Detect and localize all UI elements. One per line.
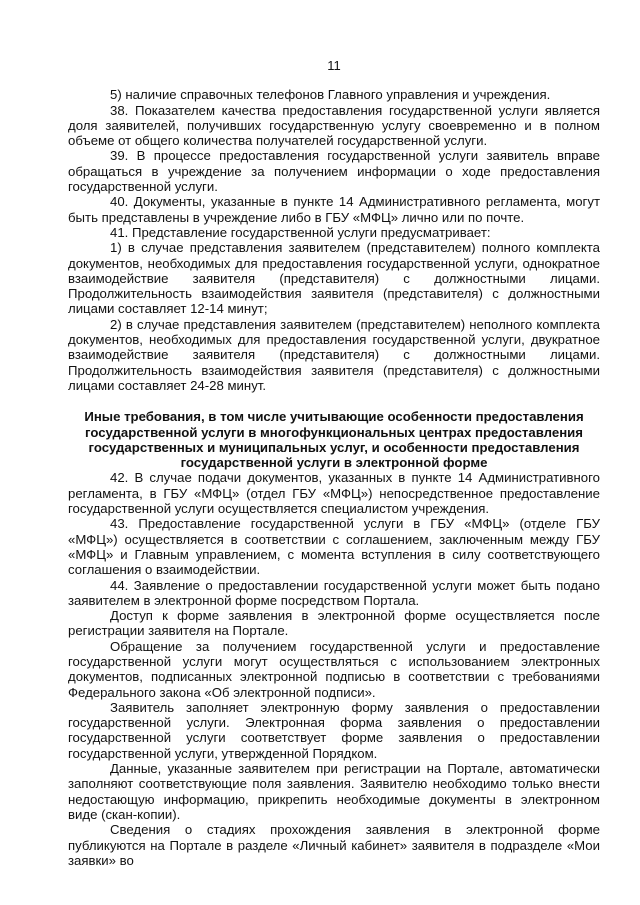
page-number: 11	[327, 58, 341, 73]
paragraph-41-item-2: 2) в случае представления заявителем (представителем) неполного комплекта документов, необходимых для предоставления государственной услуги, двукратное взаимодействие заявителя (представителя) с должностными лицами. Продолжительность взаимодействия заявителя (представителя) с должностными лицами составляет 24-28 минут.	[68, 316, 600, 393]
paragraph-41: 41. Представление государственной услуги предусматривает:	[110, 224, 491, 240]
paragraph-41-item-1: 1) в случае представления заявителем (представителем) полного комплекта документов, необходимых для предоставления государственной услуги, однократное взаимодействие заявителя (представителя) с должностными лицами. Продолжительность взаимодействия заявителя (представителя) с должностными лицами составляет 12-14 минут;	[68, 240, 600, 317]
paragraph-status-info: Сведения о стадиях прохождения заявления в электронной форме публикуются на Портале в разделе «Личный кабинет» заявителя в подразделе «Мои заявки» во	[68, 822, 600, 868]
paragraph-44: 44. Заявление о предоставлении государственной услуги может быть подано заявителем в электронной форме посредством Портала.	[68, 577, 600, 608]
document-page	[68, 58, 600, 868]
section-heading: Иные требования, в том числе учитывающие особенности предоставления государственной услуги в многофункциональных центрах предоставления государственных и муниципальных услуг, и особенности предоставления государственной услуги в электронной форме	[84, 409, 584, 471]
paragraph-42: 42. В случае подачи документов, указанных в пункте 14 Административного регламента, в ГБУ «МФЦ» (отдел ГБУ «МФЦ») непосредственное предоставление государственной услуги осуществляется специалистом учреждения.	[68, 470, 600, 517]
section-spacer	[68, 393, 600, 409]
paragraph-39: 39. В процессе предоставления государственной услуги заявитель вправе обращаться в учреждение за получением информации о ходе предоставления государственной услуги.	[68, 148, 600, 195]
paragraph-40: 40. Документы, указанные в пункте 14 Административного регламента, могут быть представлены в учреждение либо в ГБУ «МФЦ» лично или по почте.	[68, 194, 600, 225]
paragraph-38: 38. Показателем качества предоставления государственной услуги является доля заявителей, получивших государственную услугу своевременно и в полном объеме от общего количества получателей государственной услуги.	[68, 102, 600, 149]
paragraph-electronic-form: Заявитель заполняет электронную форму заявления о предоставлении государственной услуги. Электронная форма заявления о предоставлении государственной услуги соответствует форме заявления о предоставлении государственной услуги, утвержденной Порядком.	[68, 699, 600, 761]
paragraph-item-5: 5) наличие справочных телефонов Главного управления и учреждения.	[110, 87, 551, 103]
paragraph-electronic-documents: Обращение за получением государственной услуги и предоставление государственной услуги могут осуществляться с использованием электронных документов, подписанных электронной подписью в соответствии с требованиями Федерального закона «Об электронной подписи».	[68, 638, 600, 700]
paragraph-portal-access: Доступ к форме заявления в электронной форме осуществляется после регистрации заявителя на Портале.	[68, 608, 600, 639]
paragraph-registration-data: Данные, указанные заявителем при регистрации на Портале, автоматически заполняют соответствующие поля заявления. Заявителю необходимо только внести недостающую информацию, прикрепить необходимые документы в электронном виде (скан-копии).	[68, 761, 600, 822]
paragraph-43: 43. Предоставление государственной услуги в ГБУ «МФЦ» (отделе ГБУ «МФЦ») осуществляется в соответствии с соглашением, заключенным между ГБУ «МФЦ» и Главным управлением, с момента вступления в силу соответствующего соглашения о взаимодействии.	[68, 516, 600, 578]
